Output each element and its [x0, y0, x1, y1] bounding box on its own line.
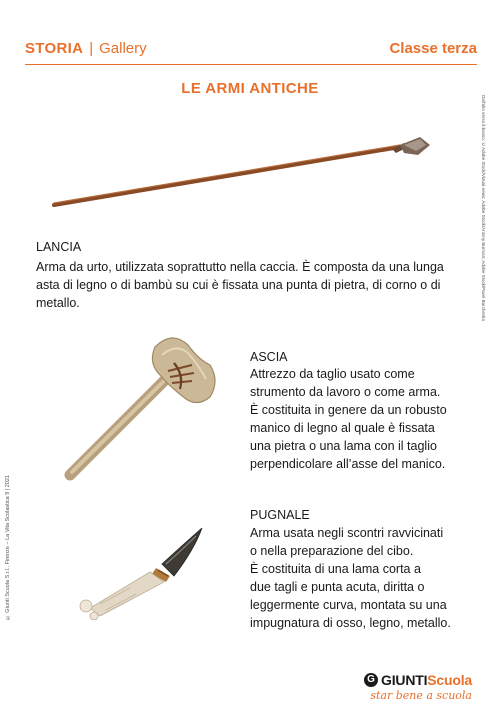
item-description-pugnale: [250, 524, 451, 632]
text-line: È costituita in genere da un robusto: [250, 403, 447, 417]
header-separator: |: [89, 40, 94, 57]
page-header: [25, 40, 477, 57]
text-line: Arma da urto, utilizzata soprattutto nella caccia. È composta da una lunga: [36, 260, 444, 274]
text-line: leggermente curva, montata su una: [250, 598, 447, 612]
axe-image: [60, 325, 230, 485]
copyright-notice: © Giunti Scuola S.r.l., Firenze – La Vita Scolastica 9 | 2021: [5, 475, 11, 621]
publisher-tagline: star bene a scuola: [370, 689, 472, 702]
publisher-logo: [364, 672, 472, 702]
text-line: due tagli e punta acuta, diritta o: [250, 580, 425, 594]
item-description-ascia: [250, 365, 447, 473]
dagger-image: [70, 520, 210, 620]
publisher-name: [364, 672, 472, 688]
page-title: LE ARMI ANTICHE: [181, 80, 319, 97]
header-divider: [25, 64, 477, 65]
subject-label: STORIA: [25, 40, 84, 57]
text-line: una pietra o una lama con il taglio: [250, 439, 437, 453]
item-heading-lancia: LANCIA: [36, 240, 82, 254]
text-line: È costituita di una lama corta a: [250, 562, 421, 576]
text-line: Attrezzo da taglio usato come: [250, 367, 415, 381]
publisher-name-main: GIUNTI: [381, 672, 428, 688]
text-line: metallo.: [36, 296, 80, 310]
photo-credit: Dall'alto verso il basso: ©Adobe Stock/Vizual-news; Adobe Stock/Antony Burman; Adobe Stock/Pavel Burchenko: [481, 95, 486, 322]
spear-image: [48, 133, 433, 213]
section-label: Gallery: [99, 40, 147, 57]
item-heading-ascia: ASCIA: [250, 350, 288, 364]
text-line: manico di legno al quale è fissata: [250, 421, 435, 435]
text-line: perpendicolare all’asse del manico.: [250, 457, 446, 471]
text-line: o nella preparazione del cibo.: [250, 544, 414, 558]
item-description-lancia: [36, 258, 444, 312]
text-line: strumento da lavoro o come arma.: [250, 385, 441, 399]
class-label: Classe terza: [389, 40, 477, 57]
publisher-name-suffix: Scuola: [427, 672, 472, 688]
item-heading-pugnale: PUGNALE: [250, 508, 310, 522]
publisher-mark-icon: G: [364, 673, 378, 687]
header-left: [25, 40, 147, 57]
text-line: Arma usata negli scontri ravvicinati: [250, 526, 444, 540]
text-line: asta di legno o di bambù su cui è fissata una punta di pietra, di corno o di: [36, 278, 441, 292]
text-line: impugnatura di osso, legno, metallo.: [250, 616, 451, 630]
